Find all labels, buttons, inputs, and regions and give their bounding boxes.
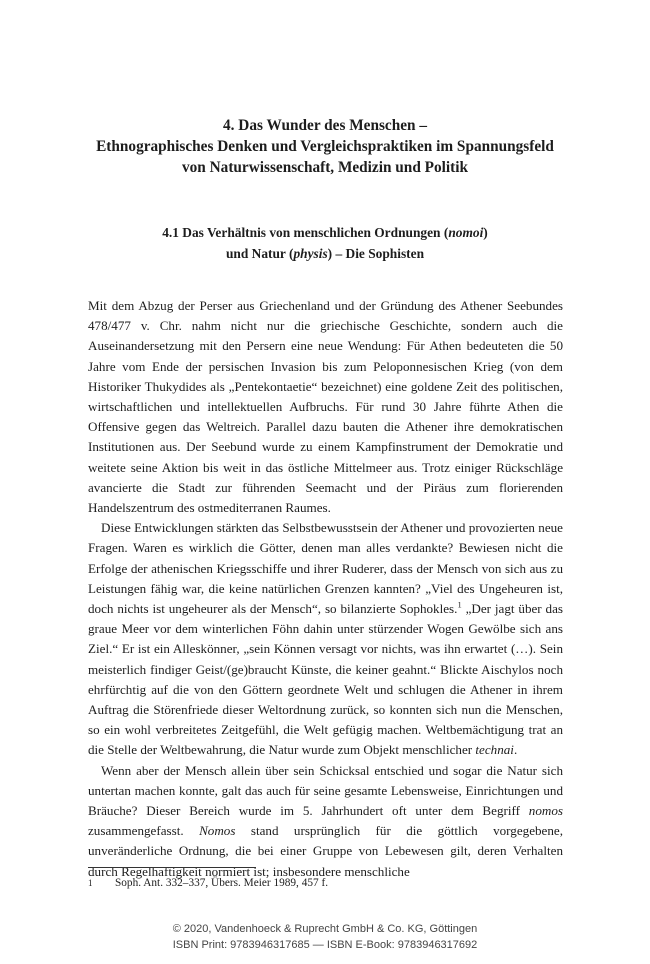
paragraph-1: Mit dem Abzug der Perser aus Griechenland und der Gründung des Athener Seebundes 478/477 v. Chr. nahm nicht nur die griechische Geschichte, sondern auch die Auseinandersetzung mit den Persern eine neue Wendung: Für Athen bedeuteten die 50 Jahre vom Ende der persischen Invasion bis zum Peloponnesischen Krieg (von dem Historiker Thukydides als „Pentekontaetie“ bezeichnet) eine goldene Zeit des politischen, wirtschaftlichen und intellektuellen Aufbruchs. Für rund 30 Jahre führte Athen die Offensive gegen das Weltreich. Parallel dazu bauten die Athener ihre demokratischen Institutionen aus. Der Seebund wurde zu einem Kampfinstrument der Demokratie und weitete seine Aktion bis weit in das östliche Mittelmeer aus. Trotz einiger Rückschläge avancierte die Stadt zur führenden Seemacht und der Piräus zum florierenden Handelszentrum des ostmediterranen Raumes. [88, 298, 563, 516]
chapter-title-line-2: Ethnographisches Denken und Vergleichspraktiken im Spannungsfeld [96, 138, 554, 155]
chapter-title-line-1: 4. Das Wunder des Menschen – [223, 117, 427, 134]
term-technai: technai [475, 742, 514, 758]
chapter-title [88, 115, 562, 178]
term-nomos-capital: Nomos [199, 823, 236, 839]
term-nomos: nomos [528, 803, 563, 819]
footnote-reference[interactable]: 1 [457, 599, 462, 610]
footnote-divider [88, 867, 256, 868]
footnote [88, 876, 563, 891]
chapter-title-line-3: von Naturwissenschaft, Medizin und Politik [182, 159, 468, 176]
paragraph-2: Diese Entwicklungen stärkten das Selbstbewusstsein der Athener und provozierten neue Fragen. Waren es wirklich die Götter, denen man alles verdankte? Bewiesen nicht die Erfolge der athenischen Kriegsschiffe und ihrer Ruderer, dass der Mensch von sich aus zu Leistungen fähig war, die keine natürlichen Grenzen kannten? „Viel des Ungeheuren ist, doch nichts ist ungeheurer als der Mensch“, so bilanzierte Sophokles.$^1$ „Der jagt über das graue Meer vor dem winterlichen Föhn dahin unter stürzender Wogen Gewölbe sich ans Ziel.“ Er ist ein Alleskönner, „sein Können versagt vor nichts, was ihn erwartet (…). Sein meisterlich findiger Geist/(ge)braucht Künste, die keiner geahnt.“ Blickte Aischylos noch ehrfürchtig auf die von den Göttern geordnete Welt und schlugen die Athener in ihrem Auftrag die Störenfriede dieser Weltordnung zurück, so konnten sich nun die Menschen, so ein wohl verbreitetes Zeitgefühl, die Welt gefügig machen. Weltbemächtigung trat an die Stelle der Weltbewahrung, die Natur wurde zum Objekt menschlicher technai. [88, 520, 563, 758]
copyright-notice [0, 921, 650, 953]
term-physis: physis [293, 246, 328, 261]
isbn-line: ISBN Print: 9783946317685 — ISBN E-Book: 9783946317692 [172, 939, 478, 951]
footnote-number: 1 [88, 878, 93, 888]
copyright-line-1: © 2020, Vandenhoeck & Ruprecht GmbH & Co. KG, Göttingen [172, 923, 478, 935]
section-title-line-1: 4.1 Das Verhältnis von menschlichen Ordnungen (nomoi) [162, 225, 488, 240]
section-title-line-2: und Natur (physis) – Die Sophisten [225, 246, 425, 261]
term-nomoi: nomoi [448, 225, 484, 240]
section-title [88, 222, 562, 264]
footnote-text: Soph. Ant. 332–337, Übers. Meier 1989, 457 f. [115, 877, 329, 889]
paragraph-3: Wenn aber der Mensch allein über sein Schicksal entschied und sogar die Natur sich untertan machen konnte, galt das auch für seine gesamte Lebensweise, Einrichtungen und Bräuche? Dieser Bereich wurde im 5. Jahrhundert oft unter dem Begriff nomos zusammengefasst. Nomos stand ursprünglich für die göttlich vorgegebene, unveränderliche Ordnung, die bei einer Gruppe von Lebewesen gilt, deren Verhalten durch Regelhaftigkeit normiert ist; insbesondere menschliche [88, 762, 563, 879]
body-text [88, 296, 563, 882]
